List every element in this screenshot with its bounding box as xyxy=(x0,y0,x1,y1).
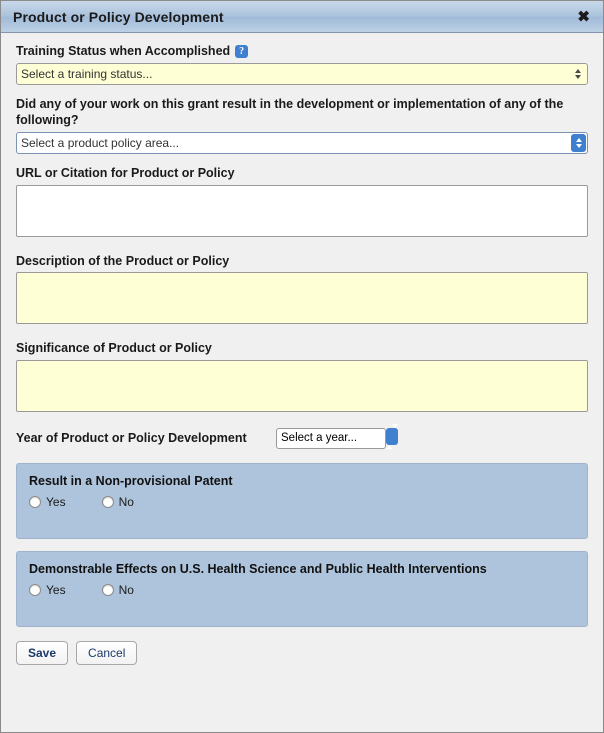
product-policy-area-field xyxy=(16,96,588,154)
cancel-button[interactable]: Cancel xyxy=(76,641,137,665)
close-icon[interactable]: ✖ xyxy=(577,8,590,25)
radio-icon[interactable] xyxy=(29,584,41,596)
patent-panel-title: Result in a Non-provisional Patent xyxy=(29,473,233,488)
dialog-titlebar xyxy=(1,1,603,33)
dialog-body xyxy=(1,33,603,732)
dialog-title: Product or Policy Development xyxy=(13,8,224,25)
demonstrable-effects-radio-no-label: No xyxy=(118,582,134,597)
description-field xyxy=(16,253,588,330)
demonstrable-effects-radio-yes[interactable] xyxy=(29,583,66,597)
radio-icon[interactable] xyxy=(102,496,114,508)
demonstrable-effects-radio-no[interactable] xyxy=(102,583,134,597)
patent-panel xyxy=(16,463,588,539)
save-button[interactable]: Save xyxy=(16,641,68,665)
description-label: Description of the Product or Policy xyxy=(16,253,230,268)
significance-label: Significance of Product or Policy xyxy=(16,341,212,356)
significance-field xyxy=(16,340,588,417)
url-citation-input[interactable] xyxy=(16,185,588,237)
significance-input[interactable] xyxy=(16,360,588,412)
chevron-updown-icon xyxy=(386,428,398,445)
description-input[interactable] xyxy=(16,272,588,324)
radio-icon[interactable] xyxy=(29,496,41,508)
demonstrable-effects-radio-yes-label: Yes xyxy=(46,582,66,597)
year-select-wrap xyxy=(276,428,386,449)
year-select[interactable] xyxy=(276,428,386,449)
patent-radio-group xyxy=(29,495,575,509)
url-citation-label: URL or Citation for Product or Policy xyxy=(16,165,235,180)
patent-radio-no-label: No xyxy=(118,494,134,509)
patent-radio-no[interactable] xyxy=(102,495,134,509)
patent-radio-yes-label: Yes xyxy=(46,494,66,509)
product-policy-area-select-wrap xyxy=(16,132,588,154)
year-field xyxy=(16,428,588,449)
year-label: Year of Product or Policy Development xyxy=(16,430,247,445)
radio-icon[interactable] xyxy=(102,584,114,596)
training-status-label: Training Status when Accomplished xyxy=(16,44,231,58)
training-status-select[interactable] xyxy=(16,63,588,85)
patent-radio-yes[interactable] xyxy=(29,495,66,509)
demonstrable-effects-radio-group xyxy=(29,583,575,597)
training-status-label-row xyxy=(16,43,588,60)
demonstrable-effects-panel-title: Demonstrable Effects on U.S. Health Science and Public Health Interventions xyxy=(29,561,487,576)
help-icon[interactable]: ? xyxy=(235,45,248,58)
demonstrable-effects-panel xyxy=(16,551,588,627)
training-status-select-wrap xyxy=(16,63,588,85)
training-status-field xyxy=(16,43,588,85)
url-citation-field xyxy=(16,165,588,242)
product-policy-area-label: Did any of your work on this grant result in the development or implementation of any of the following? xyxy=(16,96,564,128)
dialog-footer xyxy=(16,639,588,665)
product-policy-area-select[interactable] xyxy=(16,132,588,154)
